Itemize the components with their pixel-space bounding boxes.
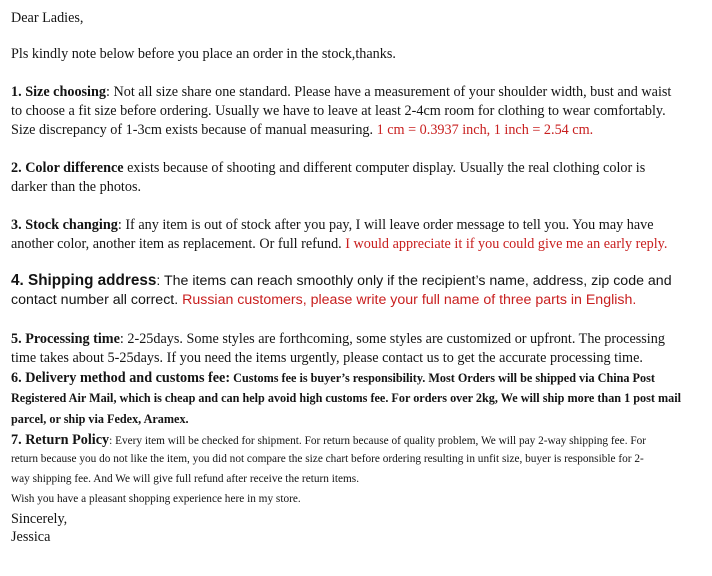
- shipping-address-line-1: [11, 272, 672, 290]
- size-discrepancy-text: Size discrepancy of 1-3cm exists because of manual measuring.: [11, 122, 377, 138]
- processing-time-title: 5. Processing time: [11, 331, 120, 347]
- signature-line: Jessica: [11, 529, 51, 545]
- delivery-method-text-1: Customs fee is buyer’s responsibility. Most Orders will be shipped via China Post: [230, 371, 655, 385]
- size-conversion-note: 1 cm = 0.3937 inch, 1 inch = 2.54 cm.: [376, 122, 594, 138]
- processing-time-text-1: : 2-25days. Some styles are forthcoming, some styles are customized or upfront. The processing: [119, 331, 665, 347]
- shipping-address-line-2: [11, 292, 636, 308]
- shipping-address-text-2: contact number all correct.: [11, 292, 183, 308]
- size-choosing-line-2: to choose a fit size before ordering. Usually we have to leave at least 2-4cm room for clothing to wear comfortably.: [11, 103, 666, 119]
- stock-changing-text-2: another color, another item as replacement. Or full refund.: [11, 236, 346, 252]
- delivery-method-text-2: Registered Air Mail, which is cheap and can help avoid high customs fee. For orders over 2kg, We will ship more than 1 post mail: [11, 391, 681, 405]
- delivery-method-line-2: [11, 391, 681, 406]
- size-choosing-line-1: [11, 84, 671, 101]
- stock-changing-title: 3. Stock changing: [11, 217, 118, 233]
- size-choosing-title: 1. Size choosing: [11, 84, 106, 100]
- color-difference-line-1: [11, 160, 645, 177]
- closing-line: Sincerely,: [11, 511, 68, 527]
- delivery-method-line-1: [11, 369, 655, 387]
- processing-time-line-1: [11, 331, 665, 348]
- greeting: Dear Ladies,: [11, 10, 84, 26]
- delivery-method-title: 6. Delivery method and customs fee:: [11, 370, 231, 386]
- color-difference-title: 2. Color difference: [11, 160, 124, 176]
- stock-changing-text-1: : If any item is out of stock after you pay, I will leave order message to tell you. You may have: [117, 217, 654, 233]
- delivery-method-line-3: [11, 412, 189, 427]
- return-policy-line-2: return because you do not like the item, you did not compare the size chart before ordering resulting in unfit size, buyer is responsible for 2-: [11, 453, 644, 465]
- return-policy-line-1: [11, 431, 646, 449]
- color-difference-line-2: darker than the photos.: [11, 179, 142, 195]
- color-difference-text-1: exists because of shooting and different computer display. Usually the real clothing color is: [123, 160, 646, 176]
- wish-line: Wish you have a pleasant shopping experience here in my store.: [11, 493, 301, 505]
- return-policy-title: 7. Return Policy: [11, 432, 110, 448]
- shipping-address-text-1: : The items can reach smoothly only if the recipient’s name, address, zip code and: [156, 273, 672, 289]
- return-policy-line-3: way shipping fee. And We will give full refund after receive the return items.: [11, 473, 360, 485]
- delivery-method-text-3: parcel, or ship via Fedex, Aramex.: [11, 412, 189, 426]
- return-policy-text-1: : Every item will be checked for shipment. For return because of quality problem, We will pay 2-way shipping fee. For: [109, 435, 647, 447]
- shipping-address-title: 4. Shipping address: [11, 272, 157, 289]
- size-choosing-line-3: [11, 122, 593, 139]
- stock-changing-line-1: [11, 217, 654, 234]
- intro-line: Pls kindly note below before you place an order in the stock,thanks.: [11, 46, 396, 62]
- shipping-address-note: Russian customers, please write your full name of three parts in English.: [182, 292, 637, 308]
- stock-changing-note: I would appreciate it if you could give me an early reply.: [345, 236, 668, 252]
- stock-changing-line-2: [11, 236, 667, 253]
- size-choosing-text-1: : Not all size share one standard. Please have a measurement of your shoulder width, bust and waist: [105, 84, 672, 100]
- processing-time-line-2: time takes about 5-25days. If you need the items urgently, please contact us to get the accurate processing time.: [11, 350, 643, 366]
